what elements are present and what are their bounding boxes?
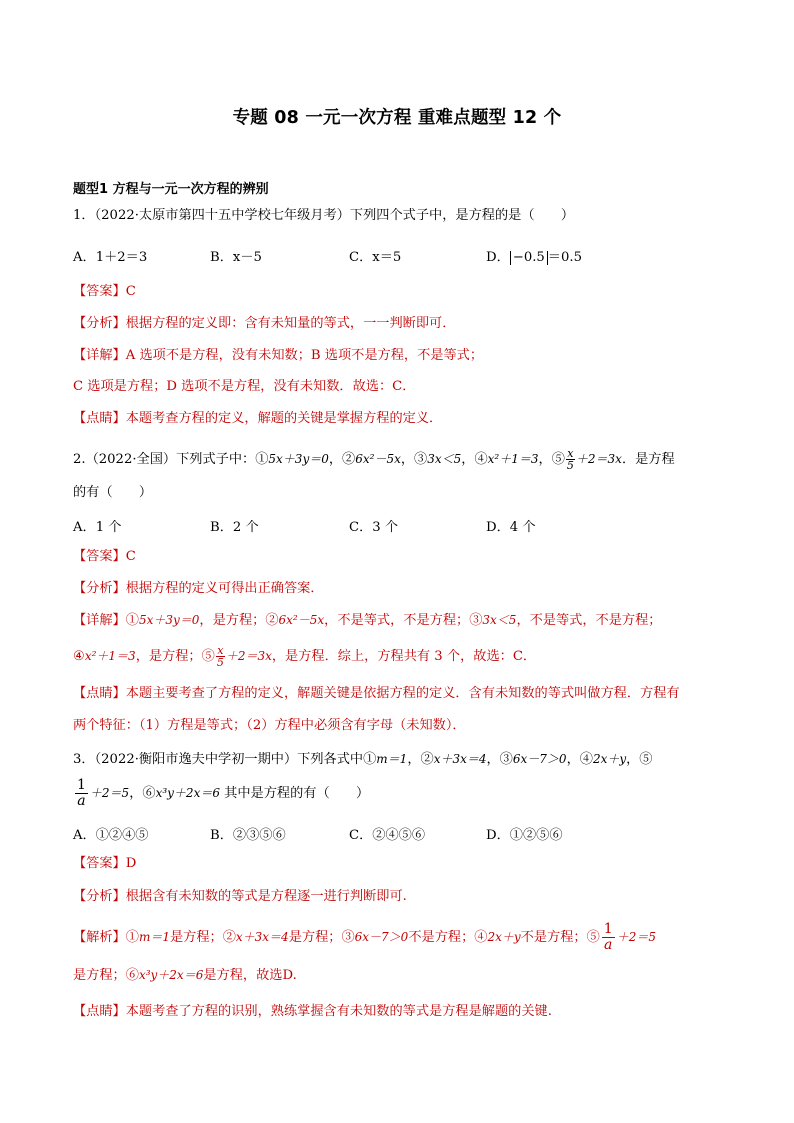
q1-option-c: C．x＝5	[349, 250, 402, 265]
q2-option-b: B．2 个	[210, 520, 259, 535]
q3-detail: 【解析】①m＝1是方程；②x＋3x＝4是方程；③6x－7＞0不是方程；④2x＋y不是方程；⑤ $\frac{1}{a}$ ＋2＝5	[73, 921, 656, 953]
q3-detail-continued: 是方程；⑥x³y＋2x＝6是方程，故选D.	[73, 968, 297, 983]
q2-comment: 【点睛】本题主要考查了方程的定义，解题关键是依据方程的定义．含有未知数的等式叫做方程．方程有	[73, 686, 680, 701]
fraction: $\frac{1}{a}$	[77, 777, 86, 809]
q3-option-d: D．①②⑤⑥	[486, 828, 563, 843]
page-title: 专题 08 一元一次方程 重难点题型 12 个	[232, 108, 562, 128]
q1-analysis: 【分析】根据方程的定义即：含有未知量的等式，一一判断即可．	[73, 316, 456, 331]
question-2-stem: 2.（2022·全国）下列式子中：①5x＋3y＝0，②6x²－5x，③3x＜5，④x²＋1＝3，⑤ $\frac{x}{5}$ ＋2＝3x．是方程	[73, 447, 675, 472]
expr-3: 3x＜5	[427, 452, 462, 466]
q1-detail-continued: C 选项是方程；D 选项不是方程，没有未知数．故选：C．	[73, 379, 416, 394]
q1-comment: 【点睛】本题考查方程的定义，解题的关键是掌握方程的定义．	[73, 411, 443, 426]
q2-option-d: D．4 个	[486, 520, 536, 535]
section-heading: 题型1 方程与一元一次方程的辨别	[73, 182, 269, 197]
q1-option-a: A．1＋2＝3	[73, 250, 148, 265]
q3-comment: 【点睛】本题考查了方程的识别，熟练掌握含有未知数的等式是方程是解题的关键.	[73, 1004, 552, 1019]
abs-expression: −0.5	[510, 251, 548, 265]
q3-option-c: C．②④⑤⑥	[349, 828, 426, 843]
q3-option-a: A．①②④⑤	[73, 828, 149, 843]
q3-answer: 【答案】D	[73, 856, 137, 871]
expr-1: 5x＋3y＝0	[268, 452, 329, 466]
q2-analysis: 【分析】根据方程的定义可得出正确答案．	[73, 581, 324, 596]
q1-option-d: D． −0.5 ＝0.5	[486, 250, 582, 265]
q2-option-a: A．1 个	[73, 520, 122, 535]
question-1-stem: 1．（2022·太原市第四十五中学校七年级月考）下列四个式子中，是方程的是（ ）	[73, 208, 575, 223]
q2-answer: 【答案】C	[73, 549, 136, 564]
expr-4: x²＋1＝3	[487, 452, 539, 466]
q2-comment-continued: 两个特征：（1）方程是等式；（2）方程中必须含有字母（未知数）．	[73, 718, 466, 733]
fraction: $\frac{x}{5}$	[566, 447, 574, 472]
question-2-stem-continued: 的有（ ）	[73, 485, 153, 500]
q2-option-c: C．3 个	[349, 520, 399, 535]
question-3-stem-continued: $\frac{1}{a}$ ＋2＝5，⑥x³y＋2x＝6 其中是方程的有（ ）	[77, 777, 370, 809]
q2-detail: 【详解】①5x＋3y＝0，是方程；②6x²－5x，不是等式，不是方程；③3x＜5，不是等式，不是方程；	[73, 613, 662, 628]
q1-detail: 【详解】A 选项不是方程，没有未知数；B 选项不是方程，不是等式；	[73, 348, 484, 363]
question-3-stem: 3．（2022·衡阳市逸夫中学初一期中）下列各式中①m＝1，②x＋3x＝4，③6x－7＞0，④2x＋y，⑤	[73, 752, 653, 767]
q3-option-b: B．②③⑤⑥	[210, 828, 286, 843]
q1-option-b: B．x－5	[210, 250, 262, 265]
expr-2: 6x²－5x	[355, 452, 401, 466]
q1-answer: 【答案】C	[73, 284, 136, 299]
q2-detail-continued: ④x²＋1＝3，是方程；⑤ $\frac{x}{5}$ ＋2＝3x，是方程．综上，方程共有 3 个，故选：C．	[73, 644, 537, 669]
q3-analysis: 【分析】根据含有未知数的等式是方程逐一进行判断即可.	[73, 889, 407, 904]
